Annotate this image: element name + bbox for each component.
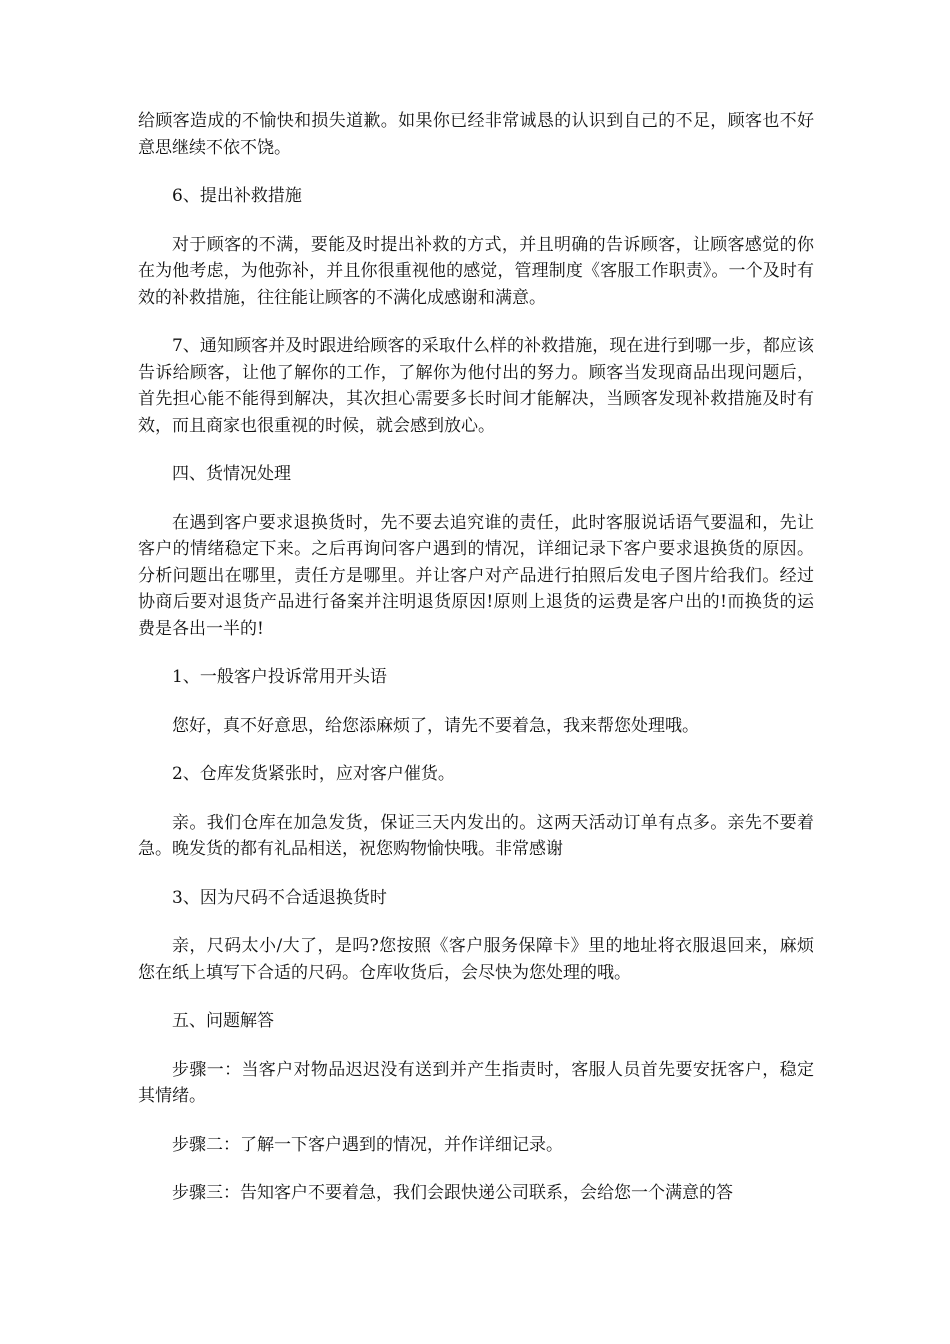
heading-complaint-opening: 1、一般客户投诉常用开头语: [172, 667, 387, 687]
paragraph-warehouse-delay: 亲。我们仓库在加急发货，保证三天内发出的。这两天活动订单有点多。亲先不要着急。晚发货的都有礼品相送，祝您购物愉快哦。非常感谢: [138, 812, 814, 859]
paragraph-notify-follow-up: 7、通知顾客并及时跟进给顾客的采取什么样的补救措施，现在进行到哪一步，都应该告诉给顾客，让他了解你的工作，了解你为他付出的努力。顾客当发现商品出现问题后，首先担心能不能得到解决，其次担心需要多长时间才能解决，当顾客发现补救措施及时有效，而且商家也很重视的时候，就会感到放心。: [138, 336, 814, 436]
paragraph-step-one: 步骤一：当客户对物品迟迟没有送到并产生指责时，客服人员首先要安抚客户，稳定其情绪。: [138, 1059, 814, 1106]
heading-return-handling: 四、货情况处理: [172, 464, 291, 484]
heading-remedy-measures: 6、提出补救措施: [172, 186, 302, 206]
paragraph-return-handling: 在遇到客户要求退换货时，先不要去追究谁的责任，此时客服说话语气要温和，先让客户的情绪稳定下来。之后再询问客户遇到的情况，详细记录下客户要求退换货的原因。分析问题出在哪里，责任方是哪里。并让客户对产品进行拍照后发电子图片给我们。经过协商后要对退货产品进行备案并注明退货原因!原则上退货的运费是客户出的!而换货的运费是各出一半的!: [138, 512, 814, 639]
heading-warehouse-delay: 2、仓库发货紧张时，应对客户催货。: [172, 764, 455, 784]
paragraph-step-two: 步骤二：了解一下客户遇到的情况，并作详细记录。: [172, 1134, 563, 1155]
paragraph-complaint-opening: 您好，真不好意思，给您添麻烦了，请先不要着急，我来帮您处理哦。: [172, 715, 699, 736]
paragraph-apology-continuation: 给顾客造成的不愉快和损失道歉。如果你已经非常诚恳的认识到自己的不足，顾客也不好意思继续不依不饶。: [138, 111, 814, 158]
paragraph-remedy-measures: 对于顾客的不满，要能及时提出补救的方式，并且明确的告诉顾客，让顾客感觉的你在为他考虑，为他弥补，并且你很重视他的感觉，管理制度《客服工作职责》。一个及时有效的补救措施，往往能让顾客的不满化成感谢和满意。: [138, 234, 814, 308]
paragraph-size-exchange: 亲，尺码太小/大了，是吗?您按照《客户服务保障卡》里的地址将衣服退回来，麻烦您在纸上填写下合适的尺码。仓库收货后，会尽快为您处理的哦。: [138, 936, 814, 983]
heading-faq: 五、问题解答: [172, 1011, 274, 1031]
heading-size-exchange: 3、因为尺码不合适退换货时: [172, 887, 387, 908]
document-body: [138, 108, 814, 1229]
paragraph-step-three: 步骤三：告知客户不要着急，我们会跟快递公司联系，会给您一个满意的答: [172, 1183, 733, 1203]
